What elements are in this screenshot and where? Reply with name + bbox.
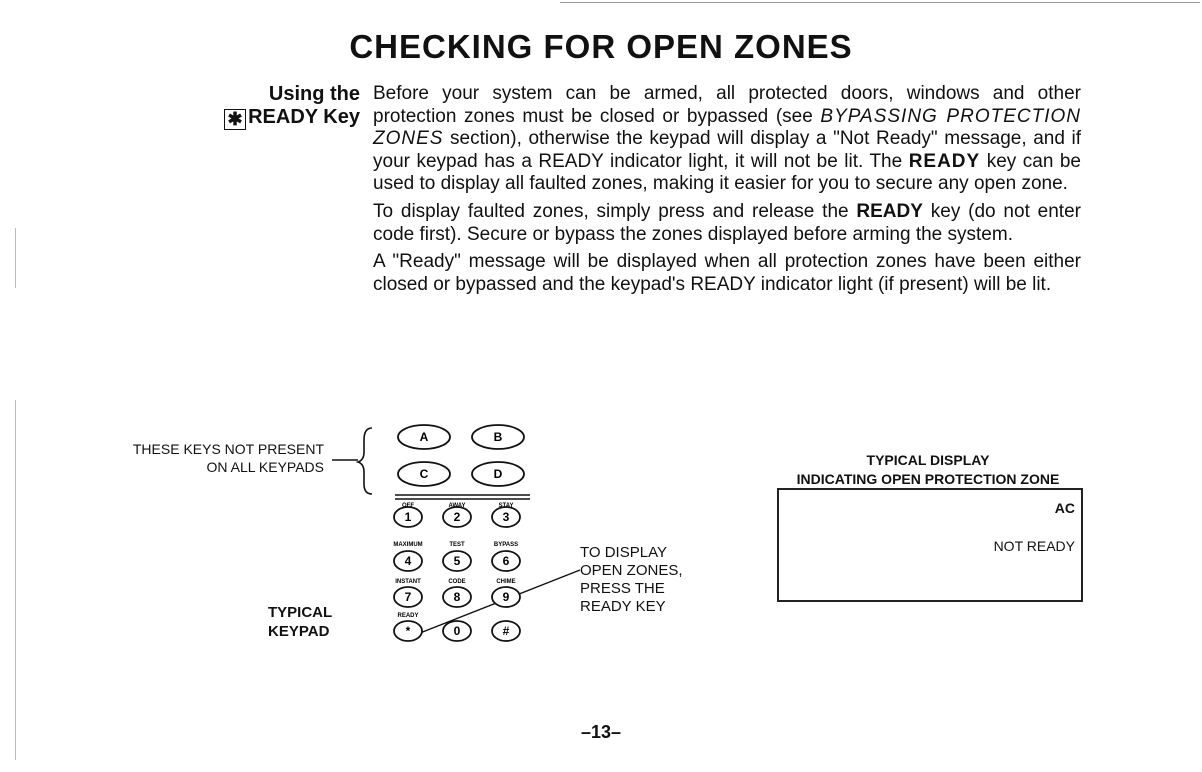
key-row4-1	[394, 621, 422, 641]
key-label: 0	[453, 624, 461, 638]
heading-line-1: Using the	[268, 83, 360, 105]
key-label: 6	[502, 554, 510, 568]
display-caption-line-2: INDICATING OPEN PROTECTION ZONE	[796, 471, 1060, 487]
key-label: 7	[404, 590, 412, 604]
key-c	[398, 462, 450, 486]
paragraph-3: A "Ready" message will be displayed when all protection zones have been either closed or bypassed and the keypad's READY indicator light (if present) will be lit.	[373, 251, 1081, 295]
text-run-bold: READY	[908, 150, 981, 172]
key-row1-3	[492, 507, 520, 527]
key-label: *	[405, 624, 411, 638]
page-title: CHECKING FOR OPEN ZONES	[349, 28, 853, 65]
key-row4-2	[443, 621, 471, 641]
display-line-1: AC	[1054, 500, 1075, 516]
key-row1-2	[443, 507, 471, 527]
key-function-label: STAY	[498, 503, 514, 509]
key-function-label: BYPASS	[493, 542, 519, 548]
callout-line-1: TO DISPLAY	[580, 544, 667, 561]
text-run: key (do not enter code first). Secure or bypass the zones displayed before arming the system.	[373, 200, 1081, 245]
key-function-label: OFF	[402, 503, 414, 509]
callout-line-4: READY KEY	[580, 598, 666, 615]
key-row3-1	[394, 587, 422, 607]
key-a	[398, 425, 450, 449]
key-label: B	[493, 430, 503, 444]
key-label: 3	[502, 510, 510, 524]
keys-note-line-1: THESE KEYS NOT PRESENT	[132, 441, 324, 457]
key-row3-3	[492, 587, 520, 607]
key-label: 4	[404, 554, 412, 568]
callout-line-2: OPEN ZONES,	[580, 562, 683, 579]
keypad-caption-line-2: KEYPAD	[268, 623, 330, 640]
key-function-label: AWAY	[448, 503, 466, 509]
brace-icon	[358, 428, 372, 494]
text-run: key can be used to display all faulted zones, making it easier for you to secure any open zone.	[373, 150, 1082, 195]
key-label: C	[419, 467, 429, 481]
keypad-caption-line-1: TYPICAL	[268, 604, 333, 621]
key-label: 5	[453, 554, 461, 568]
display-line-2: NOT READY	[993, 538, 1075, 554]
key-function-label: MAXIMUM	[393, 542, 423, 548]
key-row2-1	[394, 551, 422, 571]
keys-note-line-2: ON ALL KEYPADS	[206, 459, 324, 475]
key-function-label: CHIME	[496, 579, 516, 585]
key-row4-3	[492, 621, 520, 641]
key-row2-2	[443, 551, 471, 571]
key-label: #	[502, 624, 510, 638]
key-label: D	[493, 467, 503, 481]
key-label: A	[419, 430, 429, 444]
key-row2-3	[492, 551, 520, 571]
callout-line-3: PRESS THE	[580, 580, 665, 597]
star-key-icon: ✱	[224, 109, 246, 130]
key-label: 9	[502, 590, 510, 604]
text-run: Before your system can be armed, all protected doors, windows and other protection zones must be closed or bypassed (see	[373, 83, 1081, 127]
key-function-label: CODE	[448, 579, 466, 585]
text-run-bold: READY	[856, 200, 923, 222]
key-row1-1	[394, 507, 422, 527]
key-label: 1	[404, 510, 412, 524]
key-d	[472, 462, 524, 486]
text-run-italic: BYPASSING PROTECTION ZONES	[373, 105, 1081, 150]
key-b	[472, 425, 524, 449]
key-function-label: TEST	[449, 542, 465, 548]
key-function-label: INSTANT	[395, 579, 421, 585]
key-row3-2	[443, 587, 471, 607]
display-caption-line-1: TYPICAL DISPLAY	[866, 452, 990, 468]
text-run: To display faulted zones, simply press and release the	[373, 200, 857, 222]
page-number: –13–	[580, 722, 622, 742]
text-run: section), otherwise the keypad will display a "Not Ready" message, and if your keypad has a READY indicator light, it will not be lit. The	[373, 128, 1081, 172]
key-label: 8	[453, 590, 461, 604]
heading-key-label: READY Key	[248, 106, 360, 128]
key-label: 2	[453, 510, 461, 524]
key-function-label: READY	[397, 613, 419, 619]
